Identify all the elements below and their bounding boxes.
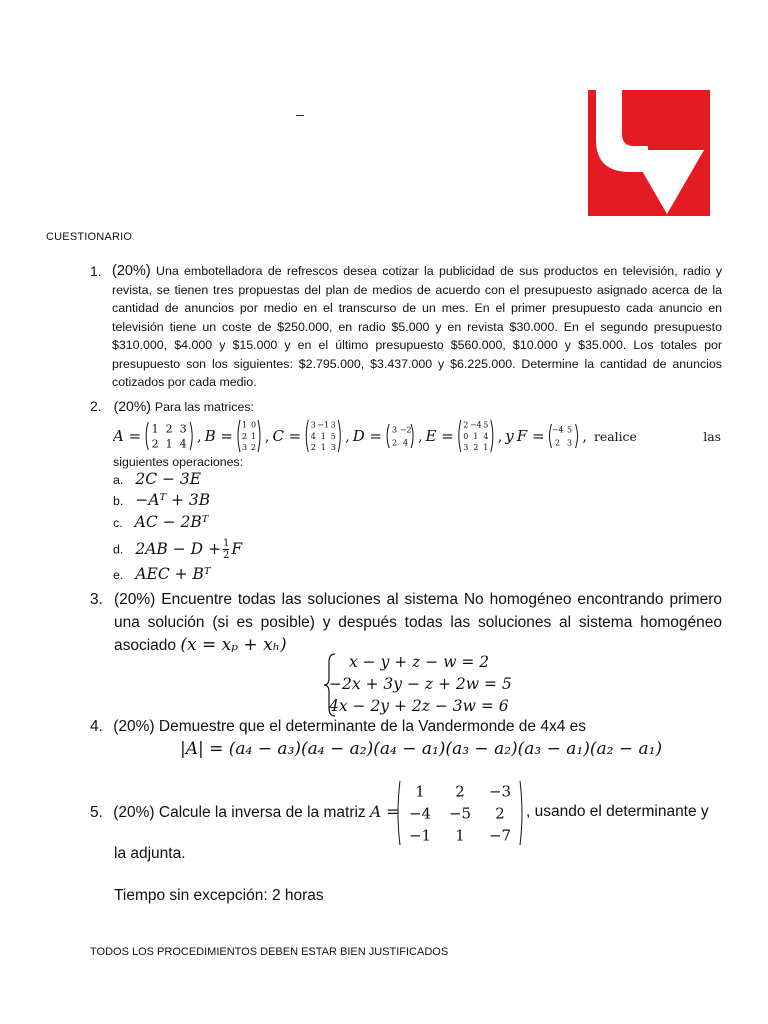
separator-comma: , [418, 429, 423, 445]
matrix-cell: 1 [483, 443, 489, 453]
matrix-cell: 1 [415, 782, 425, 801]
item-label: c. [113, 516, 123, 530]
matrix-cell: 5 [330, 431, 336, 441]
question-5-matrix [396, 780, 526, 846]
vandermonde-formula: |A| = (a₄ − a₃)(a₄ − a₂)(a₄ − a₁)(a₃ − a₂)(a₃ − a₁)(a₂ − a₁) [180, 739, 663, 759]
header-dash: – [296, 106, 304, 122]
question-intro: Para las matrices: [154, 400, 254, 414]
question-weight: (20%) [113, 398, 151, 414]
matrix-cell: 4 [179, 437, 187, 451]
matrix-cell: 5 [566, 425, 573, 435]
matrix-name: B = [204, 427, 233, 445]
matrix-D [387, 424, 413, 448]
matrix-name: E = [425, 427, 454, 445]
question-2-header [90, 398, 254, 414]
action-word: realice [593, 429, 637, 444]
matrix-cell: 2 [310, 443, 316, 453]
matrix-cell: 1 [250, 431, 257, 441]
matrix-cell: −1 [408, 826, 432, 845]
question-weight: (20%) [112, 263, 151, 279]
left-paren-icon [398, 781, 400, 845]
matrix-cell: 1 [241, 420, 248, 430]
matrix-cell: −4 [408, 804, 432, 823]
question-number: 2. [90, 398, 102, 414]
equation-system [323, 652, 523, 718]
matrix-cell: 1 [151, 422, 159, 436]
question-formula: (x = xₚ + xₕ) [180, 635, 287, 655]
question-4 [90, 718, 586, 736]
matrix-cell: −4 [551, 425, 564, 435]
matrix-cell: 2 [473, 443, 479, 453]
question-3 [90, 588, 722, 657]
matrix-cell: 1 [473, 431, 479, 441]
matrix-cell: 4 [310, 431, 316, 441]
connector-y: y [505, 427, 514, 445]
equation-3: 4x − 2y + 2z − 3w = 6 [329, 697, 509, 715]
matrix-cell: −3 [488, 782, 512, 801]
matrix-cell: 2 [151, 437, 159, 451]
matrix-cell: 3 [392, 425, 398, 435]
matrix-cell: 1 [455, 826, 465, 845]
operation-item-c [113, 513, 208, 531]
matrix-cell: 3 [330, 420, 336, 430]
right-paren-icon [190, 422, 192, 450]
question-weight: (20%) [113, 804, 155, 821]
operation-item-b [113, 491, 210, 509]
matrix-name: C = [272, 427, 302, 445]
matrix-cell: −2 [399, 425, 412, 435]
question-number: 1. [90, 263, 102, 279]
left-paren-icon [146, 422, 148, 450]
matrix-name: A = [370, 803, 400, 821]
question-5-tail: la adjunta. [114, 845, 186, 862]
page-heading: CUESTIONARIO [46, 231, 133, 243]
item-label: d. [113, 542, 124, 557]
matrix-cell: 3 [241, 443, 248, 453]
action-word-end: las [703, 429, 721, 444]
matrix-cell: 2 [250, 443, 257, 453]
question-text: Demuestre que el determinante de la Vandermonde de 4x4 es [158, 718, 587, 735]
matrix-cell: 3 [179, 422, 187, 436]
matrix-cell: 2 [241, 431, 248, 441]
equation-2: −2x + 3y − z + 2w = 5 [329, 675, 512, 693]
question-5 [90, 803, 399, 822]
matrix-cell: 3 [310, 420, 316, 430]
matrix-name: F = [516, 427, 545, 445]
matrix-cell: 1 [320, 431, 326, 441]
question-text: Una embotelladora de refrescos desea cotizar la publicidad de sus productos en televisión, radio y revista, se tienen tres propuestas del plan de medios de acuerdo con el presupuesto asignado acerca de la cantidad de anuncios por medio en el transcurso de un mes. En el primer presupuesto cada anuncio en televisión tiene un coste de $250.000, en radio $5.000 y en revista $30.000. En el segundo presupuesto $310.000, $4.000 y $15.000 y en el último presupuesto $560.000, $10.000 y $35.000. Los totales por presupuesto son los siguientes: $2.795.000, $3.437.000 y $6.225.000. Determine la cantidad de anuncios cotizados por cada medio. [112, 264, 722, 389]
matrix-cell: 3 [463, 443, 469, 453]
item-label: a. [113, 473, 124, 487]
question-2-tail: siguientes operaciones: [113, 455, 244, 469]
matrix-cell: 0 [250, 420, 257, 430]
footer-note: TODOS LOS PROCEDIMIENTOS DEBEN ESTAR BIEN JUSTIFICADOS [90, 946, 449, 958]
matrix-cell: 2 [495, 804, 505, 823]
matrix-cell: 4 [483, 431, 489, 441]
item-label: e. [113, 568, 124, 582]
matrix-F [550, 424, 578, 448]
matrix-B [238, 420, 260, 452]
question-text: Encuentre todas las soluciones al sistema No homogéneo encontrando primero una solución (si es posible) y después todas las soluciones al sistema homogéneo asociado [114, 591, 722, 654]
item-expression: 2C − 3E [135, 470, 202, 488]
question-5-text-after: , usando el determinante y [526, 803, 709, 820]
matrix-cell: −4 [469, 420, 482, 430]
matrix-C [306, 420, 340, 452]
matrix-cell: −1 [317, 420, 330, 430]
time-limit: Tiempo sin excepción: 2 horas [114, 887, 324, 904]
right-paren-icon [576, 424, 578, 448]
matrix-cell: 1 [165, 437, 173, 451]
matrix-cell: −5 [448, 804, 472, 823]
question-2-matrices [113, 418, 723, 454]
matrix-A [146, 422, 192, 450]
matrix-cell: 2 [554, 438, 561, 448]
right-paren-icon [491, 420, 493, 452]
item-expression [135, 538, 243, 561]
expr-after: F [231, 539, 243, 558]
item-expression: AC − 2Bᵀ [134, 513, 209, 531]
separator-comma: , [497, 429, 503, 445]
operation-item-e [113, 565, 210, 583]
matrix-cell: 1 [320, 443, 326, 453]
question-number: 4. [90, 718, 103, 735]
matrix-cell: 3 [330, 443, 336, 453]
right-paren-icon [520, 781, 522, 845]
matrix-A [398, 781, 522, 845]
matrix-cell: 0 [463, 431, 469, 441]
question-number: 3. [90, 591, 103, 608]
question-number: 5. [90, 804, 103, 821]
university-logo [588, 90, 710, 216]
matrix-cell: 4 [403, 438, 409, 448]
equation-1: x − y + z − w = 2 [349, 653, 490, 671]
question-weight: (20%) [114, 591, 156, 608]
separator-comma: , [197, 429, 202, 445]
matrix-cell: 3 [566, 438, 573, 448]
matrix-cell: −7 [488, 826, 512, 845]
matrix-E [459, 420, 493, 452]
fraction [223, 538, 229, 561]
question-3-body [114, 588, 722, 657]
operation-item-a [113, 470, 201, 488]
separator-comma: , [582, 429, 587, 445]
matrix-name: A = [113, 427, 142, 445]
matrix-cell: 2 [463, 420, 469, 430]
item-expression: AEC + Bᵀ [135, 565, 211, 583]
fraction-denominator: 2 [222, 550, 230, 561]
matrix-name: D = [352, 427, 383, 445]
question-1-body [112, 262, 722, 392]
item-label: b. [113, 494, 124, 508]
fraction-numerator: 1 [222, 538, 230, 549]
question-weight: (20%) [113, 718, 155, 735]
left-paren-icon [459, 420, 461, 452]
item-expression: −Aᵀ + 3B [135, 491, 211, 509]
left-paren-icon [238, 420, 240, 452]
right-paren-icon [338, 420, 340, 452]
matrix-cell: 5 [483, 420, 489, 430]
left-paren-icon [387, 424, 389, 448]
separator-comma: , [345, 429, 350, 445]
expr-before: 2AB − D + [135, 539, 221, 558]
separator-comma: , [264, 429, 270, 445]
operation-item-d [113, 538, 242, 561]
matrix-cell: 2 [455, 782, 465, 801]
matrix-cell: 2 [165, 422, 173, 436]
question-1 [90, 262, 722, 392]
left-paren-icon [306, 420, 308, 452]
right-paren-icon [258, 420, 260, 452]
matrix-cell: 2 [392, 438, 398, 448]
question-text: Calcule la inversa de la matriz [158, 804, 366, 821]
